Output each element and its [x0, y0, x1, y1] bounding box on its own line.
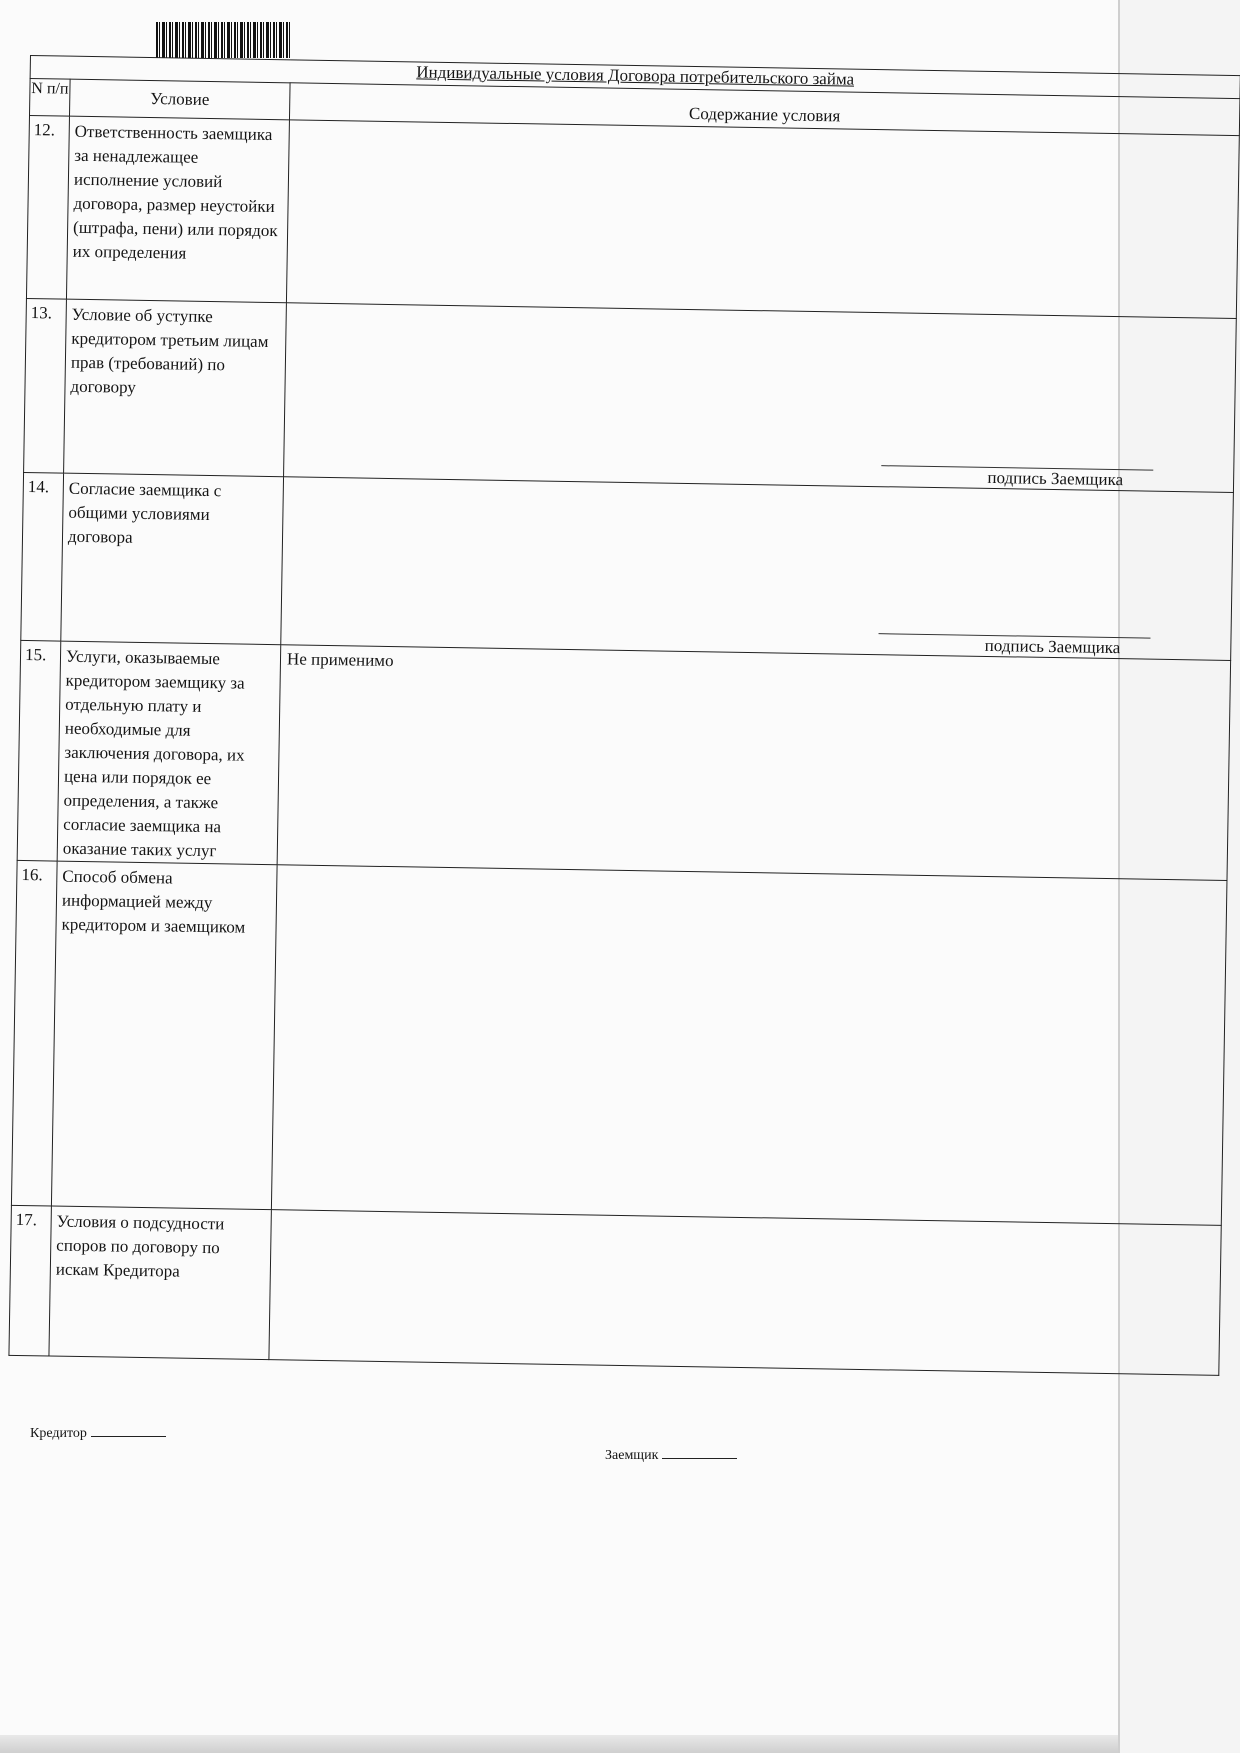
row-condition: Условие об уступке кредитором третьим лицам прав (требований) по договору [64, 299, 287, 477]
signature-label: подпись Заемщика [987, 467, 1124, 490]
scan-shadow [0, 1735, 1118, 1753]
row-content [277, 645, 1231, 881]
creditor-label: Кредитор [30, 1426, 87, 1441]
table-title: Индивидуальные условия Договора потребительского займа [30, 56, 1240, 99]
row-content [269, 1210, 1221, 1376]
row-condition: Ответственность заемщика за ненадлежащее исполнение условий договора, размер неустойки (штрафа, пени) или порядок их определения [66, 116, 289, 303]
row-number: 14. [21, 472, 64, 641]
row-number: 12. [26, 115, 69, 299]
table-row [17, 640, 1230, 880]
row-condition: Согласие заемщика с общими условиями договора [61, 473, 284, 645]
borrower-label: Заемщик [605, 1448, 659, 1463]
borrower-signature [605, 1446, 737, 1464]
table-row [24, 298, 1237, 492]
column-header-content: Содержание условия [289, 83, 1239, 136]
table-row [11, 860, 1227, 1225]
row-content [286, 120, 1239, 319]
row-content-text: Не применимо [286, 649, 394, 671]
row-content [284, 303, 1237, 493]
creditor-signature-blank[interactable] [91, 1424, 166, 1437]
row-condition: Услуги, оказываемые кредитором заемщику за отдельную плату и необходимые для заключения договора, их цена или порядок ее определения, а также согласие заемщика на оказание таких услуг [57, 641, 281, 865]
row-number: 17. [9, 1205, 51, 1356]
creditor-signature [30, 1424, 166, 1442]
conditions-table [8, 55, 1240, 1376]
row-content [281, 477, 1234, 661]
row-condition: Способ обмена информацией между кредитором и заемщиком [51, 861, 277, 1210]
row-number: 16. [11, 860, 57, 1206]
table-row [26, 115, 1239, 318]
column-header-number: N п/п [29, 79, 70, 117]
row-number: 13. [24, 298, 67, 473]
borrower-signature-blank[interactable] [662, 1446, 737, 1459]
column-header-condition: Условие [69, 79, 290, 120]
row-content [271, 865, 1227, 1226]
form-table-wrapper [7, 55, 1240, 1490]
table-row [9, 1205, 1221, 1375]
signature-label: подпись Заемщика [984, 635, 1121, 658]
barcode [156, 22, 292, 58]
row-condition: Условия о подсудности споров по договору по искам Кредитора [49, 1206, 271, 1360]
row-number: 15. [17, 640, 61, 861]
table-row [21, 472, 1234, 660]
